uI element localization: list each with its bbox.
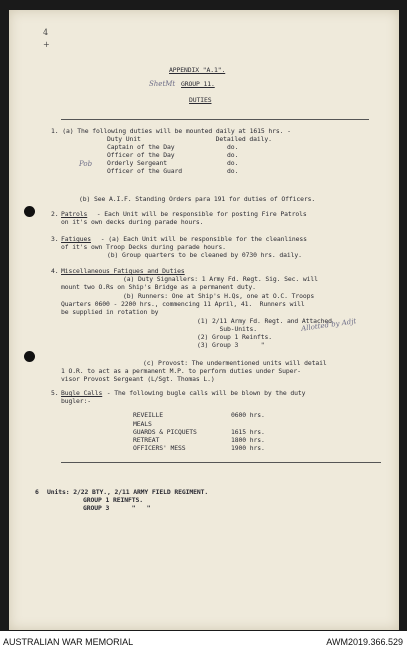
section4-hand-note: Allotted by Adjt [300,317,357,333]
section4-line-b: (b) Runners: One at Ship's H.Qs, one at O.C. Troops [123,292,315,300]
group-heading: GROUP 11. [181,80,215,88]
duty-row-value: do. [227,151,239,159]
section5-line1: - The following bugle calls will be blown by the duty [103,389,306,397]
section1-hand-note: Pob [79,160,93,168]
top-divider [61,119,369,120]
bugle-call-time: 1800 hrs. [231,436,265,444]
section4-line-c: (c) Provost: The undermentioned units will detail [143,359,327,367]
section4-number: 4. [51,267,59,275]
units-marker: 6 [35,488,39,496]
rotation-item: (1) 2/11 Army Fd. Regt. and Attached [197,317,332,325]
bugle-call-name: MEALS [133,420,152,428]
section5-number: 5. [51,389,59,397]
corner-mark: + [43,40,50,49]
section4-line-c2: 1 O.R. to act as a permanent M.P. to perform duties under Super- [61,367,301,375]
footer-accession: AWM2019.366.529 [326,637,403,647]
section1-b: (b) See A.I.F. Standing Orders para 191 for duties of Officers. [79,195,316,203]
duty-row-value: do. [227,167,239,175]
duty-row-value: do. [227,143,239,151]
bugle-call-time: 1900 hrs. [231,444,265,452]
document-page [9,10,399,630]
duties-heading: DUTIES [189,96,212,104]
duty-row-value: do. [227,159,239,167]
appendix-heading: APPENDIX "A.1". [169,66,226,74]
units-line3: GROUP 3 " " [83,504,151,512]
duty-row-label: Officer of the Day [107,151,175,159]
section4-line-a: (a) Duty Signallers: 1 Army Fd. Regt. Sig. Sec. will [123,275,318,283]
duty-row-label: Orderly Sergeant [107,159,167,167]
corner-mark: 4 [43,28,49,37]
rotation-item: (3) Group 3 " [197,341,265,349]
section3-line1: - (a) Each Unit will be responsible for the cleanliness [97,235,307,243]
section3-number: 3. [51,235,59,243]
bottom-divider [61,462,381,463]
section2-title: Patrols [61,210,88,218]
bugle-call-name: GUARDS & PICQUETS [133,428,197,436]
section4-line-c3: visor Provost Sergeant (L/Sgt. Thomas L.) [61,375,215,383]
bugle-call-name: OFFICERS' MESS [133,444,186,452]
section4-title: Miscellaneous Fatigues and Duties [61,267,185,275]
punch-hole [24,206,35,217]
duty-row-label: Captain of the Day [107,143,175,151]
units-line2: GROUP 1 REINFTS. [83,496,143,504]
section5-line2: bugler:- [61,397,91,405]
rotation-item: Sub-Units. [197,325,257,333]
section4-line-b3: be supplied in rotation by [61,308,159,316]
bugle-call-time: 0600 hrs. [231,411,265,419]
bugle-call-name: RETREAT [133,436,160,444]
section5-title: Bugle Calls [61,389,103,397]
section1-line2: Duty Unit Detailed daily. [107,135,272,143]
duty-row-label: Officer of the Guard [107,167,182,175]
section2-line1: - Each Unit will be responsible for posting Fire Patrols [93,210,307,218]
section3-line2: of it's own Troop Decks during parade hours. [61,243,226,251]
bugle-call-name: REVEILLE [133,411,163,419]
section1-line1: 1. (a) The following duties will be mounted daily at 1615 hrs. - [51,127,291,135]
section4-line-b2: Quarters 0600 - 2200 hrs., commencing 11 April, 41. Runners will [61,300,305,308]
units-line1: Units: 2/22 BTY., 2/11 ARMY FIELD REGIMENT. [47,488,209,496]
footer-institution: AUSTRALIAN WAR MEMORIAL [3,637,134,647]
rotation-item: (2) Group 1 Reinfts. [197,333,272,341]
group-handwritten: ShetMt [149,80,176,88]
punch-hole [24,351,35,362]
archive-footer [0,631,407,653]
section3-line3: (b) Group quarters to be cleaned by 0730 hrs. daily. [107,251,302,259]
bugle-call-time: 1615 hrs. [231,428,265,436]
section4-line-a2: mount two O.Rs on Ship's Bridge as a permanent duty. [61,283,256,291]
section2-line2: on it's own decks during parade hours. [61,218,204,226]
section2-number: 2. [51,210,59,218]
section3-title: Fatigues [61,235,91,243]
